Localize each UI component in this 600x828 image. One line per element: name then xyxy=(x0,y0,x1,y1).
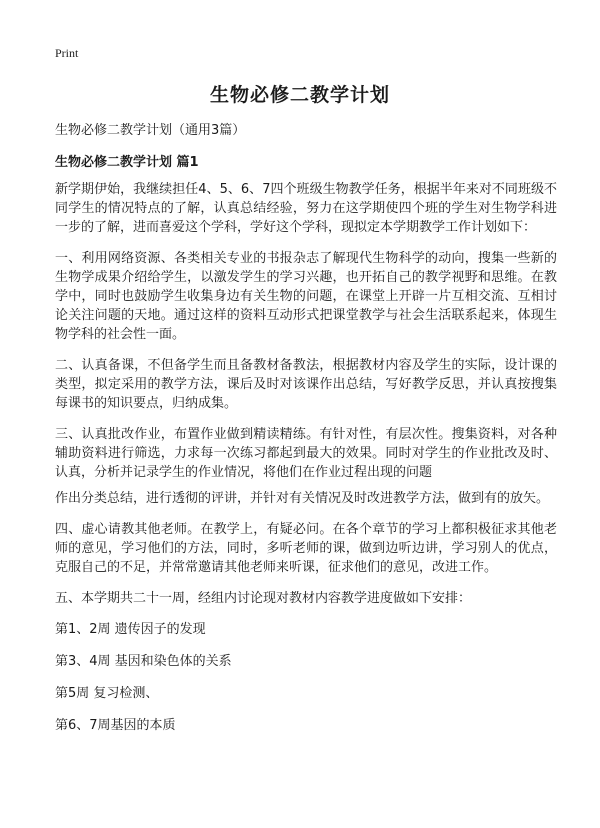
document-body xyxy=(55,180,557,748)
paragraph-point-3-continued: 作出分类总结，进行透彻的评讲，并针对有关情况及时改进教学方法，做到有的放矢。 xyxy=(55,491,550,506)
schedule-item: 第5周 复习检测、 xyxy=(55,686,159,701)
paragraph-intro: 新学期伊始，我继续担任4、5、6、7四个班级生物教学任务，根据半年来对不同班级不同学生的情况特点的了解，认真总结经验，努力在这学期使四个班的学生对生物学科进一步的了解，进而喜爱这个学科，学好这个学科，现拟定本学期教学工作计划如下： xyxy=(55,182,557,235)
schedule-item: 第6、7周基因的本质 xyxy=(55,718,176,733)
print-label: Print xyxy=(55,46,79,60)
paragraph-point-1: 一、利用网络资源、各类相关专业的书报杂志了解现代生物科学的动向，搜集一些新的生物学成果介绍给学生，以激发学生的学习兴趣，也开拓自己的教学视野和思维。在教学中，同时也鼓励学生收集身边有关生物的问题，在课堂上开辟一片互相交流、互相讨论关注问题的天地。通过这样的资料互动形式把课堂教学与社会生活联系起来，体现生物学科的社会性一面。 xyxy=(55,251,557,342)
schedule-item: 第1、2周 遗传因子的发现 xyxy=(55,622,206,637)
paragraph-point-3: 三、认真批改作业，布置作业做到精读精练。有针对性，有层次性。搜集资料，对各种辅助资料进行筛选，力求每一次练习都起到最大的效果。同时对学生的作业批改及时、认真，分析并记录学生的作业情况，将他们在作业过程出现的问题 xyxy=(55,427,557,480)
document-title: 生物必修二教学计划 xyxy=(209,84,390,106)
paragraph-point-5: 五、本学期共二十一周，经组内讨论现对教材内容教学进度做如下安排： xyxy=(55,591,472,606)
schedule-item: 第3、4周 基因和染色体的关系 xyxy=(55,654,232,669)
document-subtitle: 生物必修二教学计划（通用3篇） xyxy=(55,123,246,138)
section-heading: 生物必修二教学计划 篇1 xyxy=(55,155,199,170)
paragraph-point-2: 二、认真备课，不但备学生而且备教材备教法，根据教材内容及学生的实际，设计课的类型，拟定采用的教学方法，课后及时对该课作出总结，写好教学反思，并认真按搜集每课书的知识要点，归纳成集。 xyxy=(55,358,557,411)
paragraph-point-4: 四、虚心请教其他老师。在教学上，有疑必问。在各个章节的学习上都积极征求其他老师的意见，学习他们的方法，同时，多听老师的课，做到边听边讲，学习别人的优点，克服自己的不足，并常常邀请其他老师来听课，征求他们的意见，改进工作。 xyxy=(55,522,557,575)
